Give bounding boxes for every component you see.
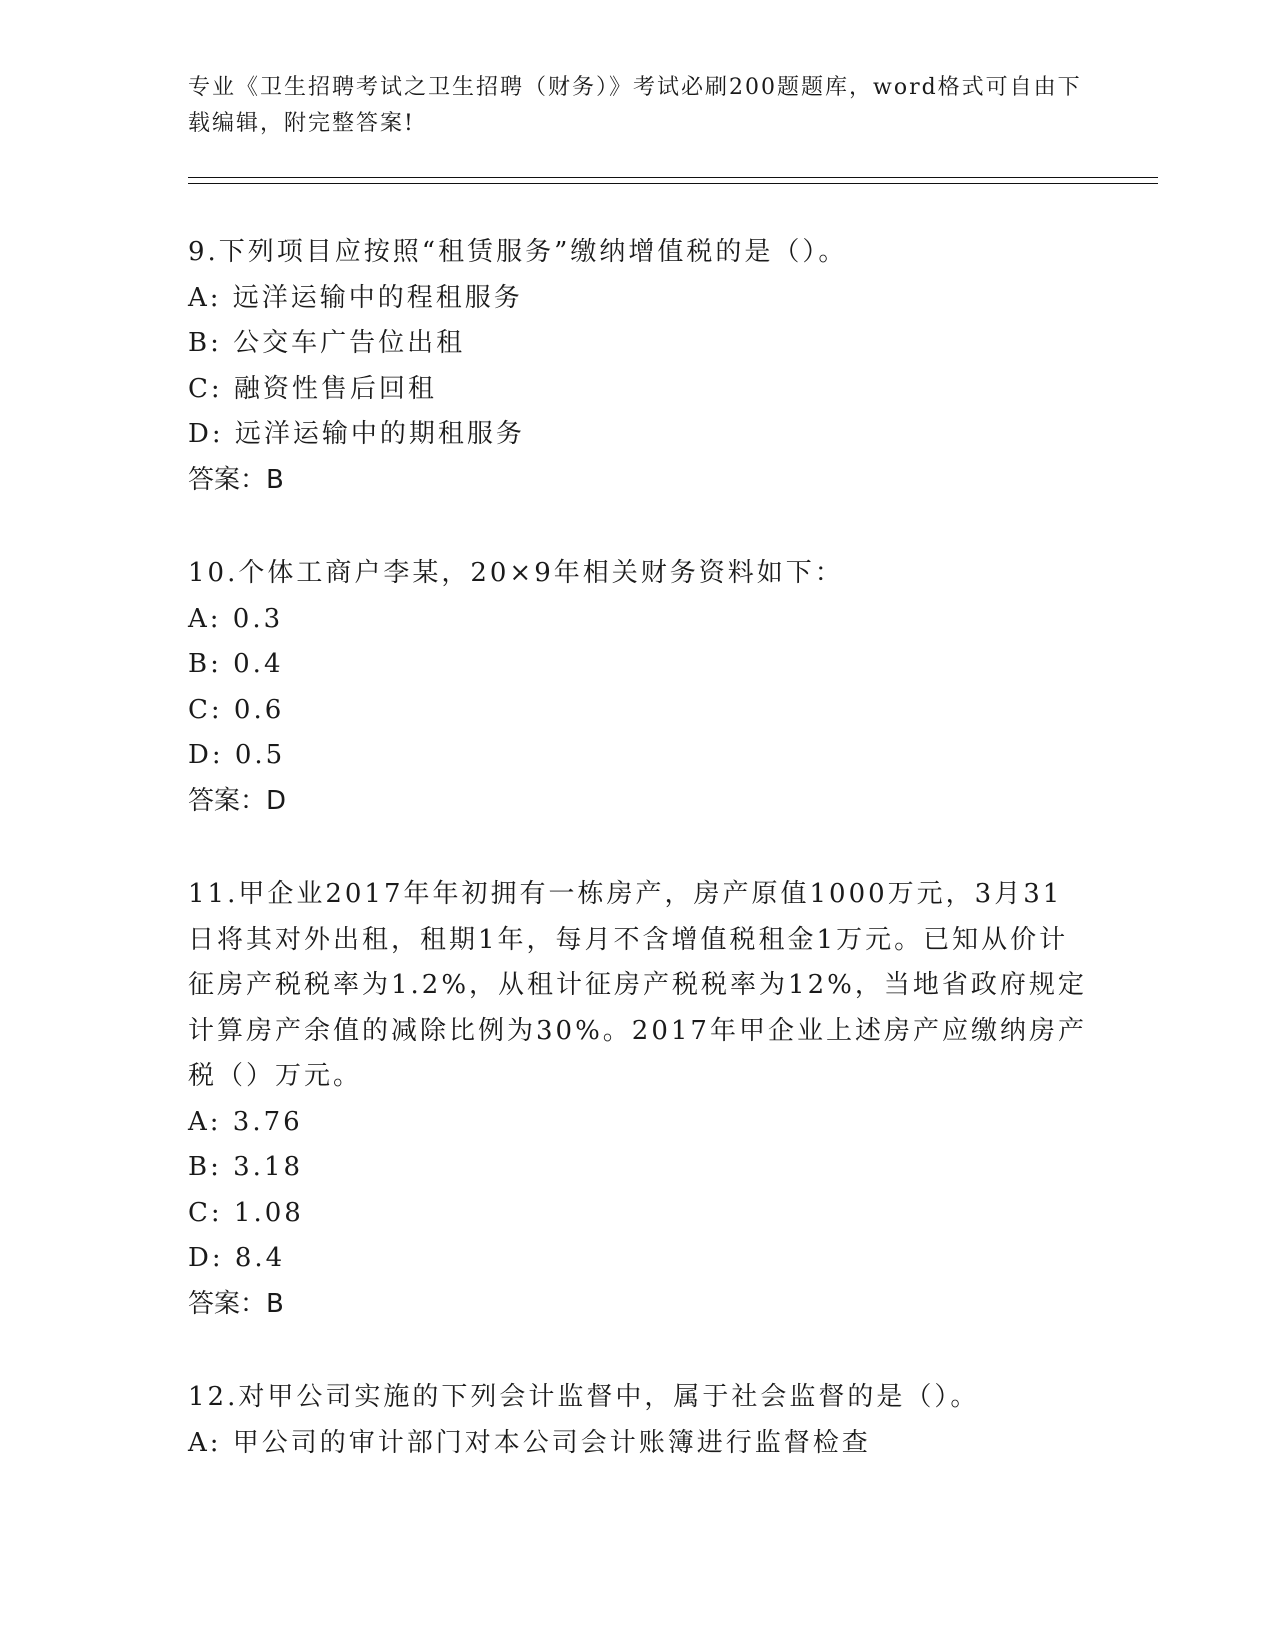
option-a: A: 0.3: [188, 603, 284, 634]
option-c: C: 1.08: [188, 1197, 304, 1228]
question-10: [188, 551, 1088, 824]
option-c: C: 0.6: [188, 694, 285, 725]
question-stem: 10.个体工商户李某，20×9年相关财务资料如下：: [188, 558, 844, 588]
question-list: [188, 230, 1088, 1514]
question-11: [188, 872, 1088, 1327]
answer-value: D: [266, 785, 287, 816]
answer-line: [188, 779, 1088, 825]
question-12: [188, 1375, 1088, 1466]
answer-label: 答案：: [188, 1288, 267, 1319]
answer-line: [188, 1282, 1088, 1328]
option-d: D: 8.4: [188, 1243, 286, 1273]
header-divider-bottom: [188, 183, 1158, 184]
option-d: D: 0.5: [188, 740, 286, 770]
question-stem: 11.甲企业2017年年初拥有一栋房产，房产原值1000万元，3月31日将其对外出租，租期1年，每月不含增值税租金1万元。已知从价计征房产税税率为1.2%，从租计征房产税税率为12%，当地省政府规定计算房产余值的减除比例为30%。2017年甲企业上述房产应缴纳房产税（）万元。: [188, 879, 1087, 1091]
question-stem: 12.对甲公司实施的下列会计监督中，属于社会监督的是（）。: [188, 1382, 980, 1412]
option-b: B: 公交车广告位出租: [188, 328, 466, 358]
header-divider-top: [188, 177, 1158, 178]
question-9: [188, 230, 1088, 503]
option-c: C: 融资性售后回租: [188, 373, 437, 404]
option-a: A: 甲公司的审计部门对本公司会计账簿进行监督检查: [188, 1427, 871, 1458]
answer-line: [188, 458, 1088, 504]
answer-value: B: [266, 464, 284, 495]
option-a: A: 3.76: [188, 1106, 303, 1137]
document-header: 专业《卫生招聘考试之卫生招聘（财务）》考试必刷200题题库，word格式可自由下载编辑，附完整答案!: [188, 75, 1082, 136]
option-a: A: 远洋运输中的程租服务: [188, 282, 523, 313]
answer-label: 答案：: [188, 785, 267, 816]
option-d: D: 远洋运输中的期租服务: [188, 419, 525, 449]
option-b: B: 3.18: [188, 1152, 304, 1182]
question-stem: 9.下列项目应按照“租赁服务”缴纳增值税的是（）。: [188, 237, 848, 267]
option-b: B: 0.4: [188, 649, 284, 679]
answer-label: 答案：: [188, 464, 267, 495]
answer-value: B: [266, 1288, 284, 1319]
